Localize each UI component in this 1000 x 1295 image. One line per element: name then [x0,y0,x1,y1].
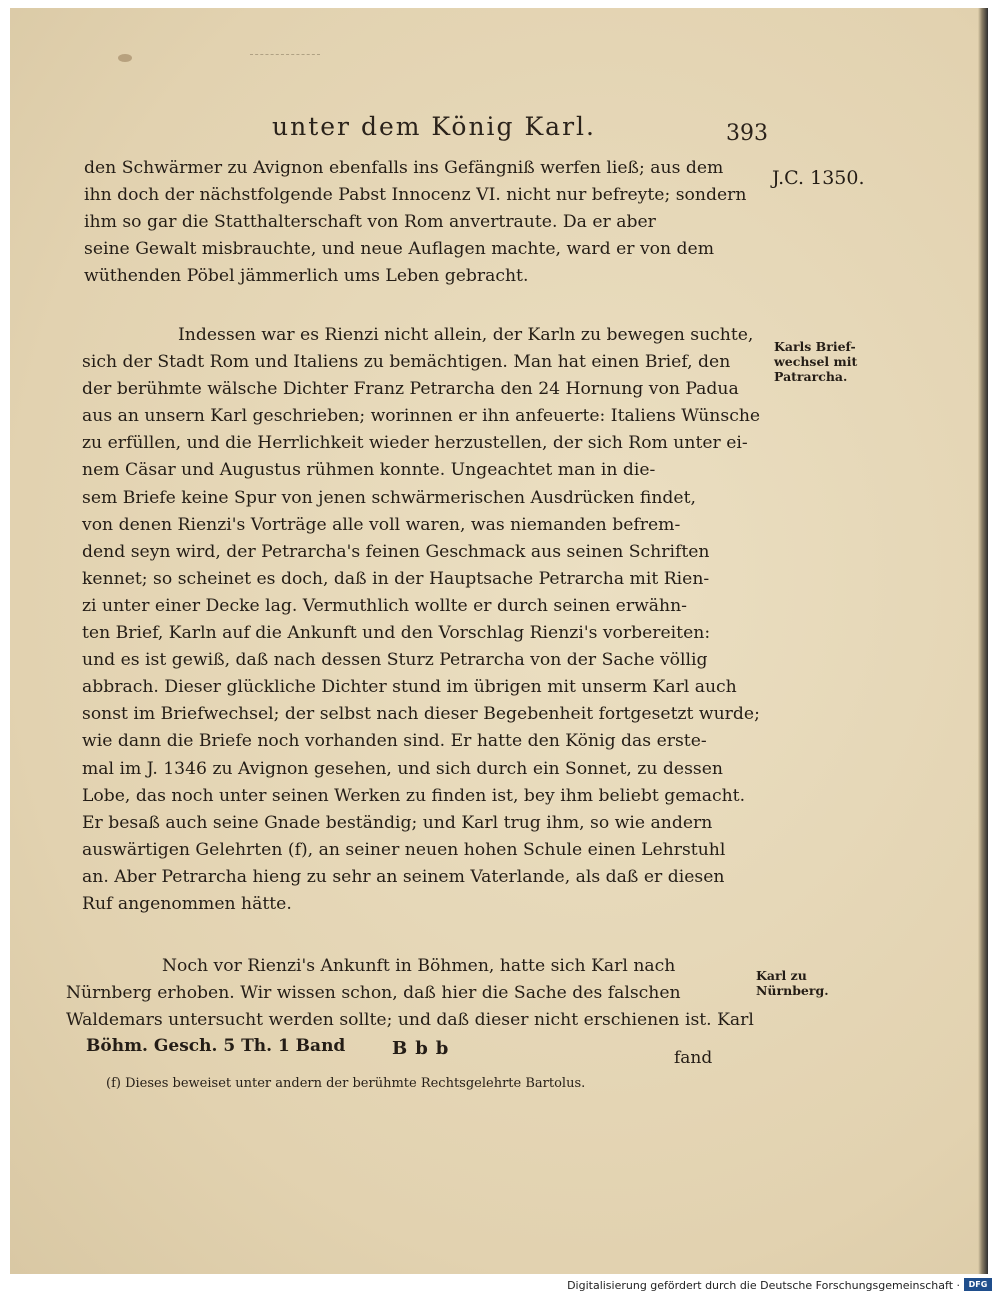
text-line: seine Gewalt misbrauchte, und neue Auflagen machte, ward er von dem [84,239,715,260]
faint-mark [250,54,320,55]
margin-note-line: Karl zu [756,968,807,983]
margin-note-nuernberg [756,968,829,998]
page-edge-shadow [978,8,988,1274]
text-line: wüthenden Pöbel jämmerlich ums Leben gebracht. [84,266,529,287]
dfg-logo: DFG [964,1278,992,1291]
text-line: Indessen war es Rienzi nicht allein, der Karln zu bewegen suchte, [178,325,754,345]
text-line: mal im J. 1346 zu Avignon gesehen, und sich durch ein Sonnet, zu dessen [82,758,723,779]
text-line: nem Cäsar und Augustus rühmen konnte. Ungeachtet man in die- [82,460,656,481]
text-line: abbrach. Dieser glückliche Dichter stund im übrigen mit unserm Karl auch [82,677,737,698]
margin-note-line: wechsel mit [774,354,858,369]
margin-note-line: Karls Brief- [774,339,856,354]
text-line: Ruf angenommen hätte. [82,893,292,914]
margin-note-line: Patrarcha. [774,369,848,384]
book-page [10,8,988,1274]
text-line: ihn doch der nächstfolgende Pabst Innocenz VI. nicht nur befreyte; sondern [84,185,747,206]
text-line: aus an unsern Karl geschrieben; worinnen er ihn anfeuerte: Italiens Wünsche [82,406,761,427]
signature-mark: Bbb [392,1038,457,1059]
text-line: an. Aber Petrarcha hieng zu sehr an seinem Vaterlande, als daß er diesen [82,866,725,887]
text-line: der berühmte wälsche Dichter Franz Petrarcha den 24 Hornung von Padua [82,379,739,400]
paragraph-1 [84,155,764,290]
text-line: von denen Rienzi's Vorträge alle voll waren, was niemanden befrem- [82,514,681,535]
text-line: zi unter einer Decke lag. Vermuthlich wollte er durch seinen erwähn- [82,595,687,616]
margin-note-briefwechsel [774,339,857,384]
text-line: Er besaß auch seine Gnade beständig; und Karl trug ihm, so wie andern [82,812,713,833]
funding-credit: Digitalisierung gefördert durch die Deutsche Forschungsgemeinschaft · [567,1279,960,1292]
text-line: sonst im Briefwechsel; der selbst nach dieser Begebenheit fortgesetzt wurde; [82,704,760,725]
text-line: sem Briefe keine Spur von jenen schwärmerischen Ausdrücken findet, [82,487,696,508]
text-line: den Schwärmer zu Avignon ebenfalls ins Gefängniß werfen ließ; aus dem [84,158,724,178]
paragraph-2 [82,322,766,918]
catchword: fand [674,1048,713,1068]
page-number: 393 [726,121,768,146]
footnote: (f) Dieses beweiset unter andern der berühmte Rechtsgelehrte Bartolus. [106,1076,586,1091]
running-title: unter dem König Karl. [272,112,596,141]
ink-smudge [118,54,132,62]
text-line: ihm so gar die Statthalterschaft von Rom anvertraute. Da er aber [84,212,656,233]
text-line: dend seyn wird, der Petrarcha's feinen Geschmack aus seinen Schriften [82,541,710,562]
text-line: ten Brief, Karln auf die Ankunft und den Vorschlag Rienzi's vorbereiten: [82,623,711,644]
margin-year: J.C. 1350. [772,167,865,189]
text-line: und es ist gewiß, daß nach dessen Sturz Petrarcha von der Sache völlig [82,650,708,671]
text-line: Waldemars untersucht werden sollte; und daß dieser nicht erschienen ist. Karl [66,1010,754,1031]
signature-title: Böhm. Gesch. 5 Th. 1 Band [86,1036,346,1056]
text-line: wie dann die Briefe noch vorhanden sind. Er hatte den König das erste- [82,731,707,752]
text-line: zu erfüllen, und die Herrlichkeit wieder herzustellen, der sich Rom unter ei- [82,433,748,454]
text-line: kennet; so scheinet es doch, daß in der Hauptsache Petrarcha mit Rien- [82,568,710,589]
text-line: Lobe, das noch unter seinen Werken zu finden ist, bey ihm beliebt gemacht. [82,785,746,806]
text-line: Nürnberg erhoben. Wir wissen schon, daß hier die Sache des falschen [66,983,681,1004]
text-line: sich der Stadt Rom und Italiens zu bemächtigen. Man hat einen Brief, den [82,352,731,373]
margin-note-line: Nürnberg. [756,983,829,998]
paragraph-3 [66,953,754,1034]
text-line: auswärtigen Gelehrten (f), an seiner neuen hohen Schule einen Lehrstuhl [82,839,726,860]
text-line: Noch vor Rienzi's Ankunft in Böhmen, hatte sich Karl nach [162,956,676,976]
